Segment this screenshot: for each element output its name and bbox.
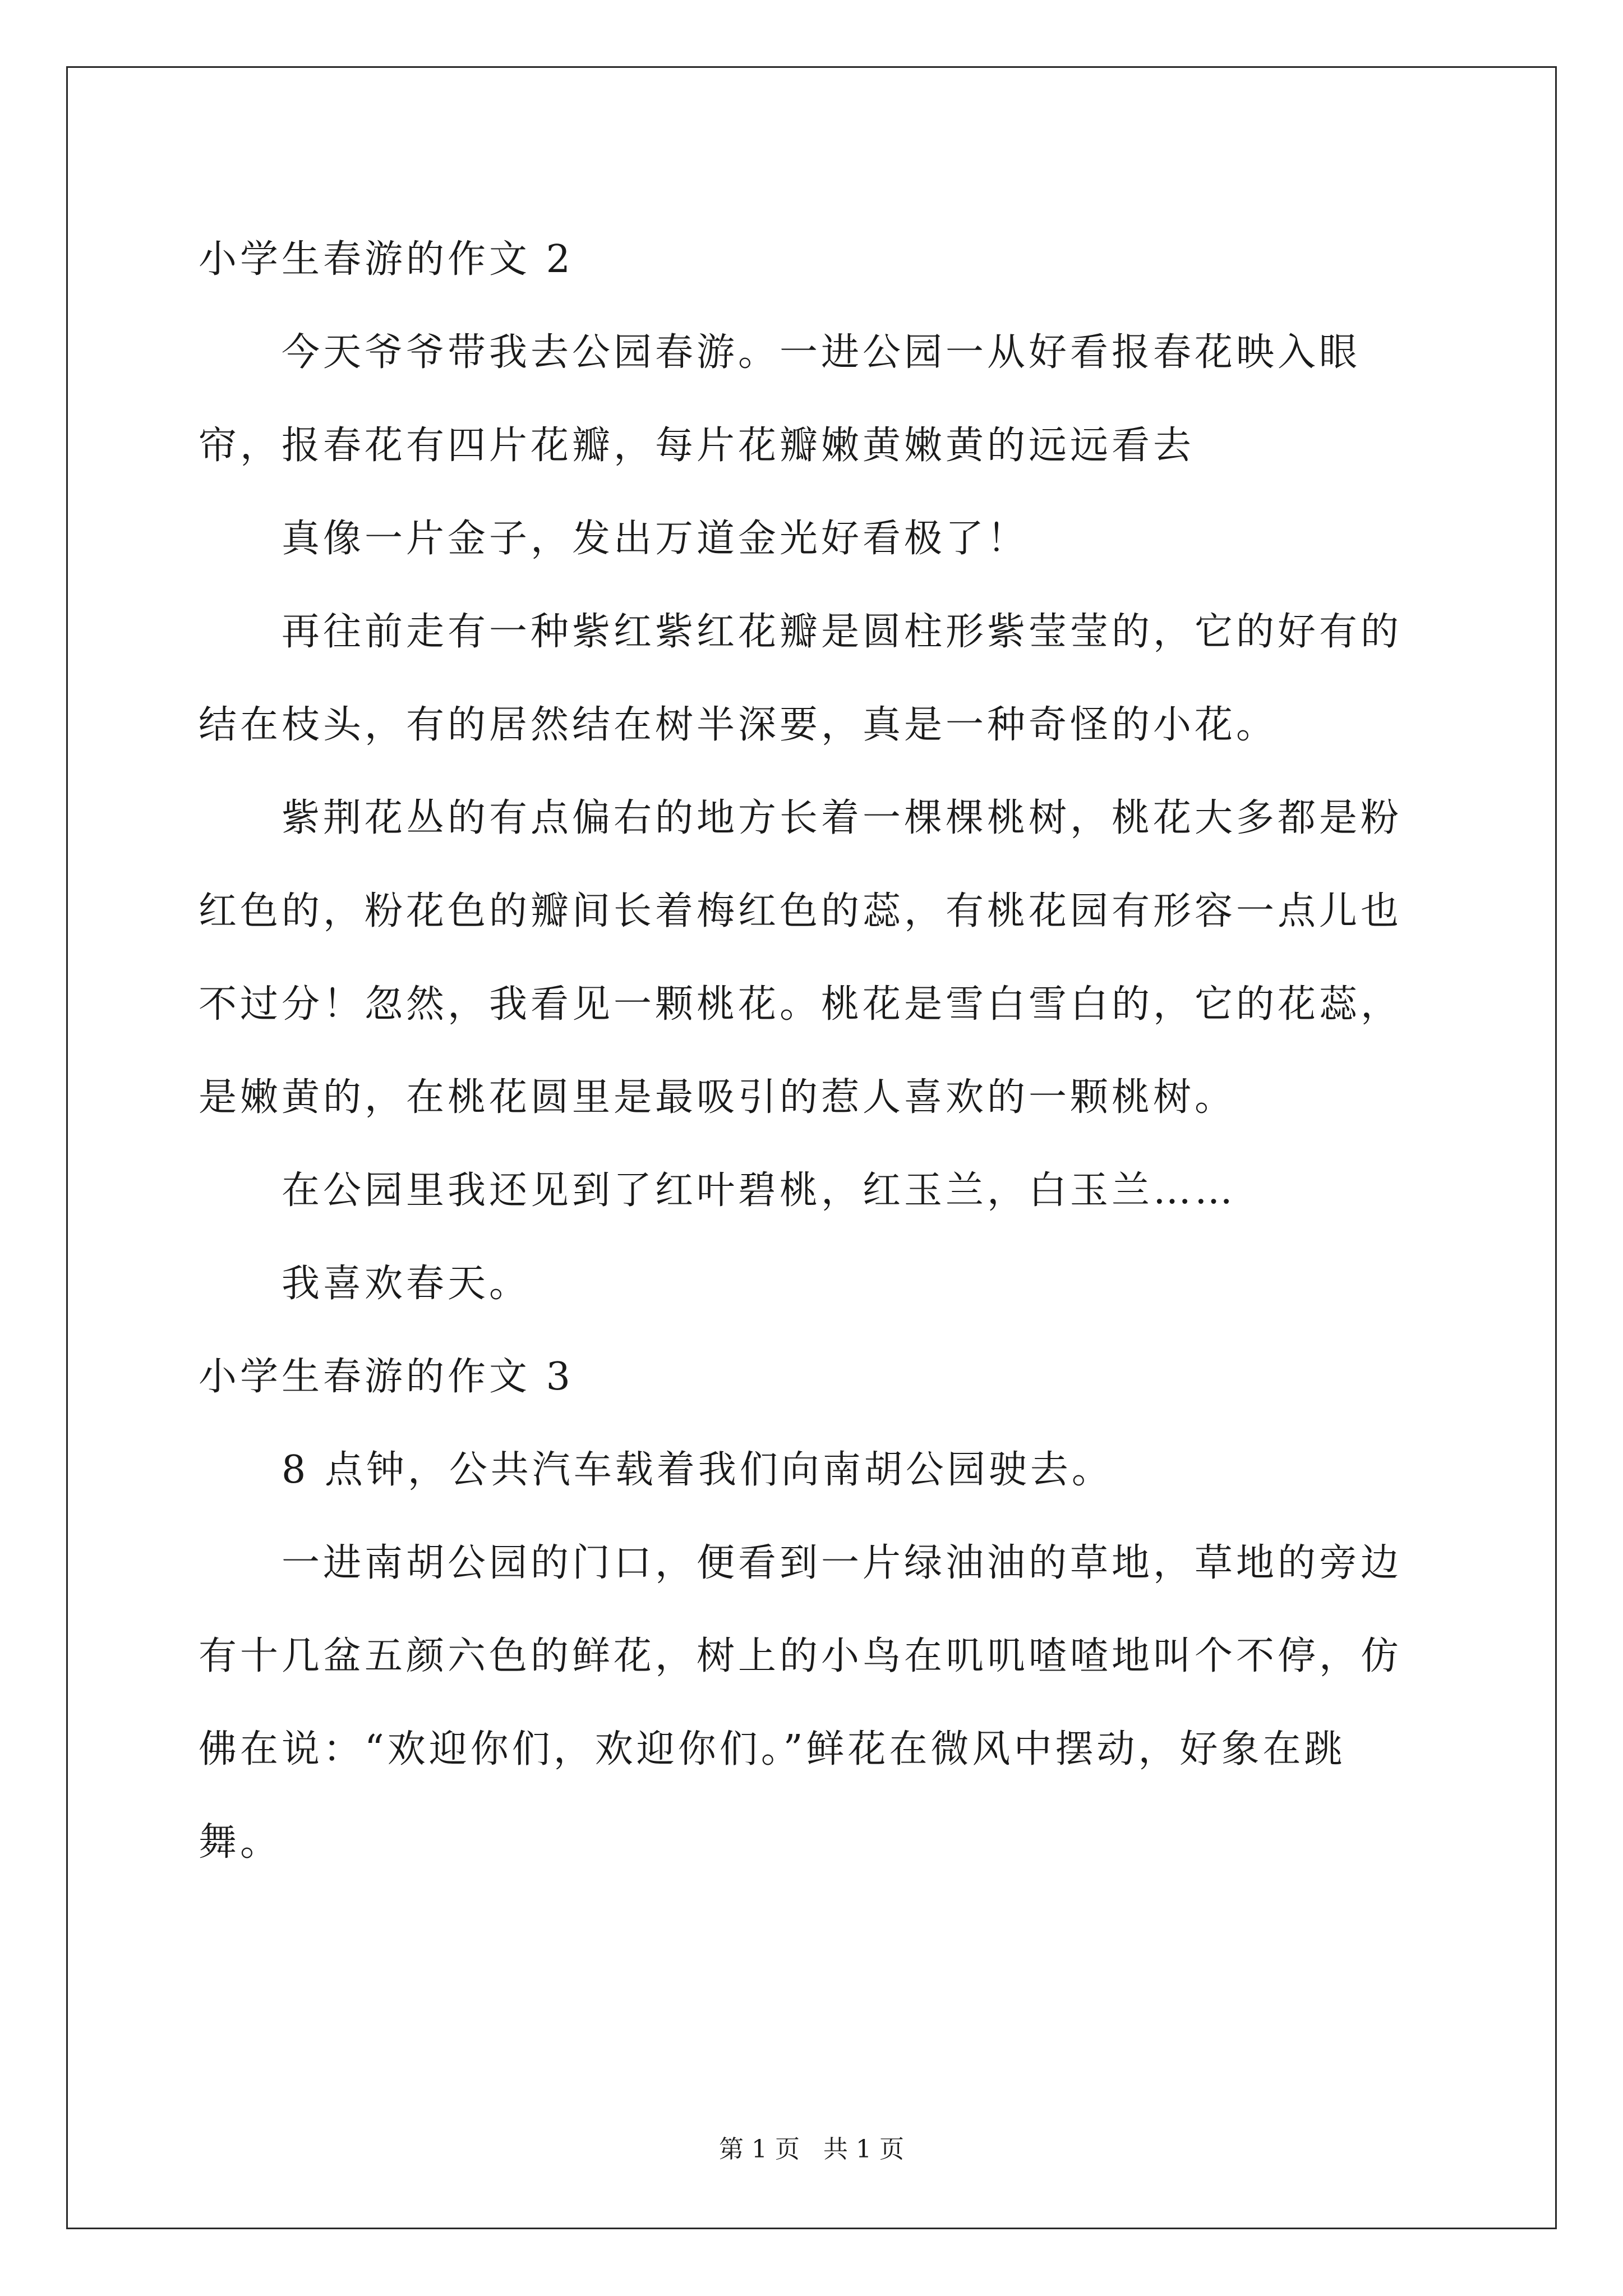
paragraph: 今天爷爷带我去公园春游。一进公园一从好看报春花映入眼帘，报春花有四片花瓣，每片花瓣嫩黄嫩黄的远远看去 [199,330,1361,468]
essay-title-2: 小学生春游的作文 2 [199,237,574,282]
document-body [199,213,1421,1889]
paragraph: 在公园里我还见到了红叶碧桃，红玉兰，白玉兰…… [282,1168,1237,1213]
paragraph: 紫荆花丛的有点偏右的地方长着一棵棵桃树，桃花大多都是粉红色的，粉花色的瓣间长着梅红色的蕊，有桃花园有形容一点儿也不过分！忽然，我看见一颗桃花。桃花是雪白雪白的，它的花蕊，是嫩黄的，在桃花圆里是最吸引的惹人喜欢的一颗桃树。 [199,796,1403,1120]
paragraph: 8 点钟，公共汽车载着我们向南胡公园驶去。 [282,1448,1113,1492]
paragraph: 我喜欢春天。 [282,1262,531,1306]
essay-title-3: 小学生春游的作文 3 [199,1355,574,1399]
paragraph: 真像一片金子，发出万道金光好看极了！ [282,517,1029,561]
paragraph: 一进南胡公园的门口，便看到一片绿油油的草地，草地的旁边有十几盆五颜六色的鲜花，树上的小鸟在叽叽喳喳地叫个不停，仿佛在说：“欢迎你们，欢迎你们。”鲜花在微风中摆动，好象在跳舞。 [199,1541,1403,1865]
paragraph: 再往前走有一种紫红紫红花瓣是圆柱形紫莹莹的，它的好有的结在枝头，有的居然结在树半深要，真是一种奇怪的小花。 [199,610,1403,747]
page-number-footer: 第 1 页 共 1 页 [719,2135,904,2164]
